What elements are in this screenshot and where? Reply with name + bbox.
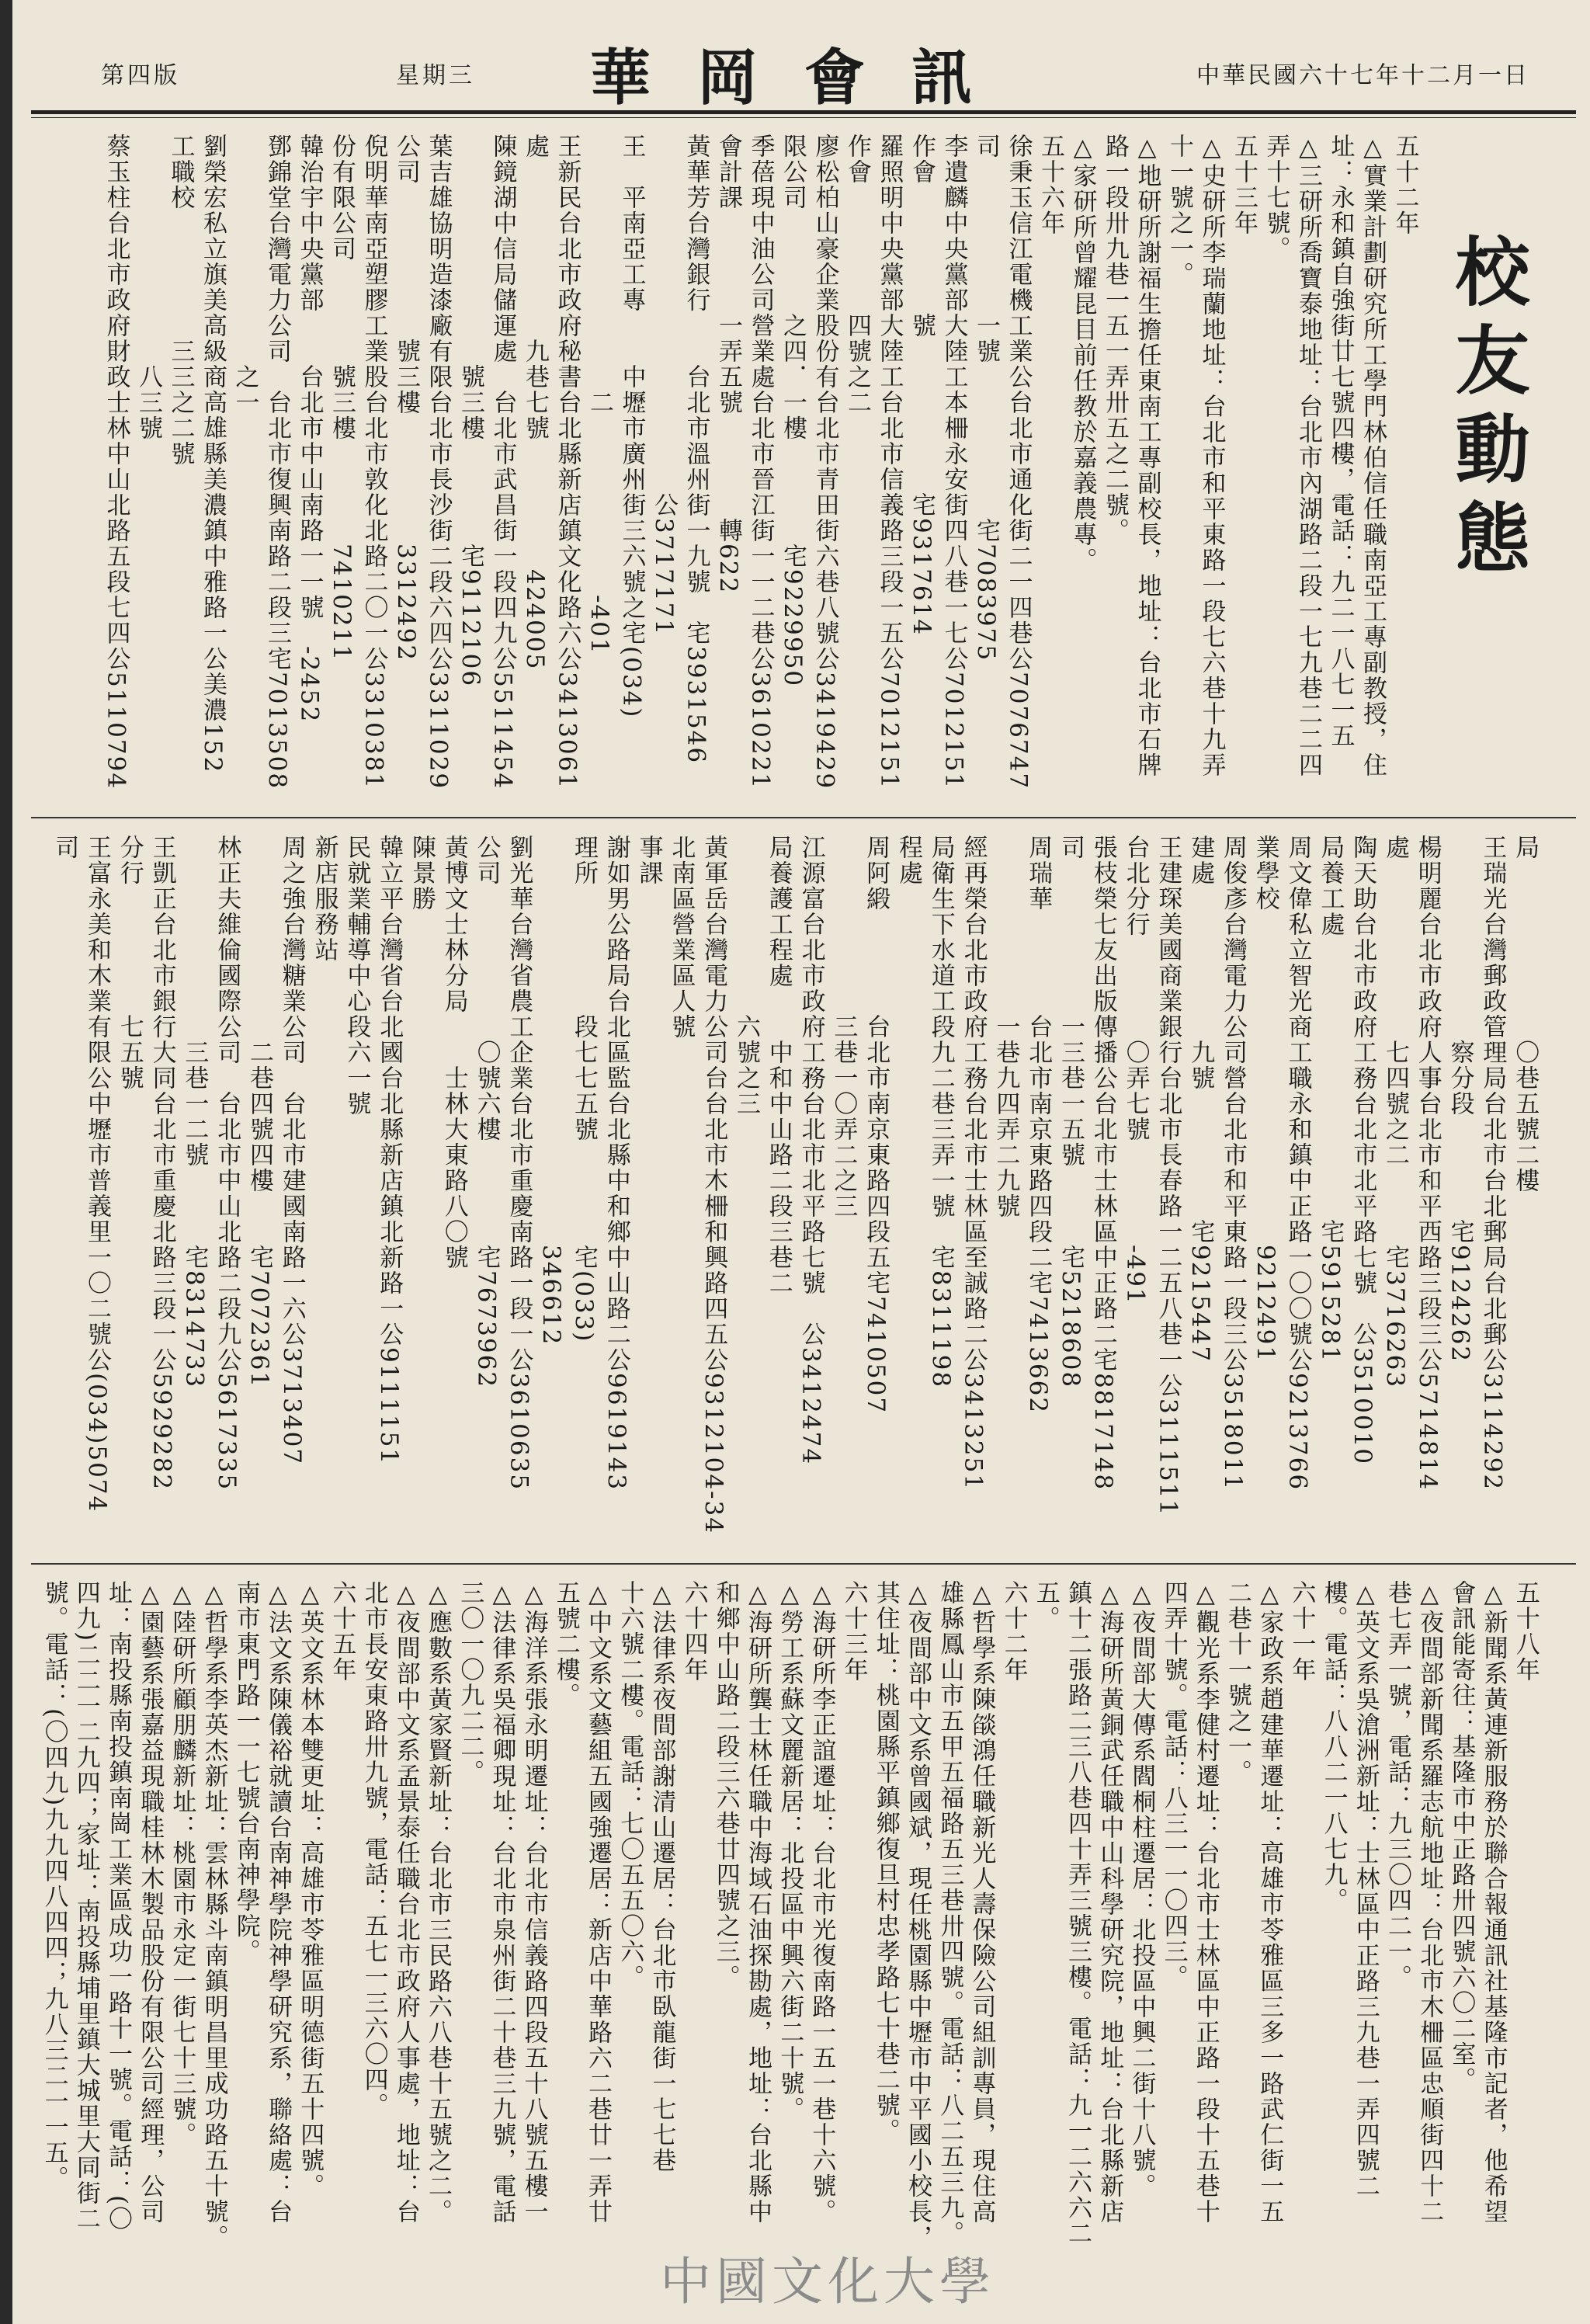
text-column-mid-21: 周阿緞 台北市南京東路四段五宅7410507 (862, 835, 890, 1415)
text-column-mid-34: 黃博文士林分局 士林大東路八〇號 (439, 835, 468, 1270)
text-column-bot-19: 雄縣鳳山市五甲五福路五三巷卅四號。電話：八二五三九。 (936, 1580, 964, 2246)
text-column-top-39: 工職校 三三之二號 (166, 134, 195, 467)
masthead-rule (31, 110, 1576, 114)
text-column-top-38: 劉榮宏私立旗美高級商高雄縣美濃鎮中雅路一公美濃152 (199, 134, 227, 774)
text-column-top-6: 五十三年 (1230, 134, 1258, 236)
text-column-mid-31: 346612 (537, 835, 566, 1346)
text-column-top-16: 作會 號 宅9317614 (908, 134, 936, 637)
text-column-mid-9: 業學校 9212491 (1251, 835, 1279, 1363)
band-divider-1 (31, 817, 1576, 818)
text-column-mid-46: 司 (50, 835, 79, 860)
masthead (31, 25, 1576, 113)
newspaper-title: 華岡會訊 (590, 43, 1019, 113)
text-column-top-37: 之一 (231, 134, 259, 415)
text-column-bot-12: 四弄十號。電話：八三一一〇四三。 (1159, 1580, 1188, 1990)
text-column-top-27: 王新民台北市政府秘書台北縣新店鎮文化路六公3413061 (553, 134, 581, 790)
text-column-bot-30: △中文系文藝組五國強遷居：新店中華路六二巷廿一弄廿 (584, 1580, 612, 2225)
text-column-bot-46: 四九)二二一二九四；家址：南投縣埔里鎮大城里大同街二 (71, 1580, 100, 2232)
text-column-top-12: 五十六年 (1036, 134, 1064, 236)
text-column-bot-27: 六十四年 (679, 1580, 708, 1683)
text-column-bot-35: △應數系黃家賢新址：台北市三民路六八巷十五號之二。 (424, 1580, 452, 2225)
text-column-top-8: 十一號之一。 (1165, 134, 1193, 287)
text-column-bot-43: △陸研所顧朋麟新址：桃園市永定一街七十三號。 (168, 1580, 196, 2148)
text-column-bot-32: △海洋系張永明遷址：台北市信義路四段五十八號五樓一 (519, 1580, 548, 2225)
text-column-bot-38: 六十五年 (328, 1580, 356, 1683)
text-column-mid-5: 處 七四號之二 宅3716263 (1381, 835, 1409, 1389)
text-column-top-31: 葉吉雄協明造漆廠有限台北市長沙街二段六四公3311029 (424, 134, 453, 790)
text-column-bot-45: 址：南投縣南投鎮南崗工業區成功一路十一號。電話：(〇 (104, 1580, 132, 2232)
text-column-mid-23: 江源富台北市政府工務台北市北平路七號 公3412474 (797, 835, 825, 1466)
text-column-mid-41: 林正夫維倫國際公司 台北市中山北路二段九公5617335 (213, 835, 241, 1492)
text-column-bot-25: △海研所龔士林任職中海域石油探勘處，地址：台北縣中 (744, 1580, 772, 2225)
text-column-mid-29: 謝如男公路局台北區監台北縣中和鄉中山路二公9619143 (602, 835, 630, 1492)
text-column-mid-17: 一巷九四弄二九號 (991, 835, 1020, 1219)
text-column-top-26: 二 -401 (585, 134, 613, 655)
text-column-bot-5: 巷七弄一號，電話：九三〇四二一。 (1383, 1580, 1411, 1990)
text-column-mid-4: 楊明麗台北市政府人事台北市和平西路三段三公5714814 (1413, 835, 1442, 1492)
text-column-mid-16: 周瑞華 台北市南京東路四段二宅7413662 (1024, 835, 1053, 1415)
text-column-top-28: 處 九巷七號 424005 (521, 134, 549, 671)
text-column-bot-37: 北市長安東路卅九號，電話：五七一三六〇四。 (359, 1580, 388, 2118)
text-column-mid-35: 陳景勝 (408, 835, 436, 912)
text-column-bot-40: △法文系陳儀裕就讀台南神學院神學研究系，聯絡處：台 (264, 1580, 292, 2225)
text-column-top-29: 陳鏡湖中信局儲運處 台北市武昌街一段四九公5511454 (488, 134, 517, 790)
text-column-bot-2: △新聞系黃連新服務於聯合報通訊社基隆市記者，他希望 (1479, 1580, 1508, 2225)
text-column-top-2: △實業計劃研究所工學門林伯信任職南亞工專副教授，住 (1359, 134, 1387, 778)
text-column-mid-43: 王凱正台北市銀行大同台北市重慶北路三段一公5929282 (148, 835, 176, 1492)
text-column-mid-14: 張枝榮七友出版傳播公台北市士林區中正路二宅8817148 (1088, 835, 1117, 1492)
text-column-bot-15: 鎮十二張路二三八巷四十弄三號三樓。電話：九一二六六二 (1064, 1580, 1092, 2246)
text-column-top-3: 址：永和鎮自強街廿七號四樓，電話：九二一八七一五 (1326, 134, 1355, 749)
text-column-mid-26: 黃軍岳台灣電力公司台台北市木柵和興路四五公9312104-34 (700, 835, 728, 1534)
text-column-bot-1: 五十八年 (1511, 1580, 1540, 1683)
text-column-mid-30: 理所 段七七五號 宅(033) (570, 835, 598, 1343)
text-column-mid-15: 司 一三巷一五號 宅5218608 (1057, 835, 1085, 1389)
text-column-mid-36: 韓立平台灣省台北國台北縣新店鎮北新路一公9111151 (375, 835, 404, 1466)
text-column-mid-2: 王瑞光台灣郵政管理局台北市台北郵局台北郵公3114292 (1478, 835, 1507, 1492)
text-column-top-30: 號三樓 宅9112106 (457, 134, 484, 688)
text-column-bot-41: 南市東門路一一七號台南神學院。 (231, 1580, 260, 1964)
text-column-mid-40: 二巷四號四樓 宅7072361 (245, 835, 273, 1389)
text-column-mid-38: 新店服務站 (310, 835, 338, 963)
text-column-mid-28: 事課 (634, 835, 663, 886)
text-column-bot-16: 五。 (1031, 1580, 1060, 1631)
text-column-bot-23: △海研所李正誼遷址：台北市光復南路一五一巷十六號。 (807, 1580, 836, 2225)
weekday-label: 星期三 (396, 62, 475, 89)
text-column-bot-14: △海研所黃銅武任職中山科學研究院，地址：台北縣新店 (1095, 1580, 1124, 2225)
text-column-mid-18: 經再榮台北市政府工務台北市士林區至誠路二公3413251 (959, 835, 988, 1492)
text-column-bot-33: △法律系吳福卿現址：台北市泉州街二十巷三九號，電話 (488, 1580, 516, 2225)
text-column-bot-3: 會訊能寄往：基隆市中正路卅四號六〇二室。 (1447, 1580, 1476, 2093)
text-column-bot-7: 樓。電話：八八二一八七九。 (1319, 1580, 1348, 1913)
text-column-bot-44: △園藝系張嘉益現職桂林木製品股份有限公司經理，公司 (136, 1580, 165, 2225)
text-column-top-15: 李遺麟中央黨部大陸工本柵永安街四八巷一七公7012151 (939, 134, 968, 790)
text-column-top-23: 黃華芳台灣銀行 台北市溫州街一九號 宅3931546 (682, 134, 710, 765)
text-column-top-41: 蔡玉柱台北市政府財政士林中山北路五段七四公5110794 (102, 134, 130, 790)
masthead-rule-thin (31, 117, 1576, 118)
text-column-top-24: 公3717171 (650, 134, 678, 637)
text-column-mid-22: 三巷一〇弄二之三 (829, 835, 858, 1219)
text-column-top-36: 鄧錦堂台灣電力公司 台北市復興南路二段三宅7013508 (263, 134, 291, 790)
text-column-top-4: △三研所喬寶泰地址：台北市內湖路二段一七九巷二二四 (1294, 134, 1322, 778)
text-column-mid-12: 王建琛美國商業銀行台北市長春路一二五八巷一公3111511 (1154, 835, 1182, 1517)
text-column-mid-3: 察分段 宅9124262 (1446, 835, 1474, 1363)
text-column-top-40: 八三號 (134, 134, 162, 441)
text-column-top-33: 倪明華南亞塑膠工業股台北市敦化北路二〇一公3310381 (359, 134, 388, 790)
text-column-top-1: 五十二年 (1390, 134, 1419, 236)
section-title: 校友動態 (1443, 233, 1531, 587)
text-column-top-34: 份有限公司 號三樓 7410211 (328, 134, 356, 662)
text-column-bot-6: △英文系吳滄洲新址：士林區中正路三九巷一弄四號二 (1351, 1580, 1380, 2199)
text-column-bot-22: 六十三年 (839, 1580, 868, 1683)
text-column-bot-34: 三〇一〇九二二。 (456, 1580, 484, 1785)
text-column-bot-9: △家政系趙建華遷址：高雄市苓雅區三多一路武仁街一五 (1255, 1580, 1284, 2225)
text-column-bot-17: 六十二年 (999, 1580, 1028, 1683)
text-column-bot-39: △英文系林本雙更址：高雄市苓雅區明德街五十四號。 (296, 1580, 325, 2199)
text-column-top-9: △地研所謝福生擔任東南工專副校長，地址：台北市石牌 (1133, 134, 1161, 778)
text-column-top-19: 廖松柏山豪企業股份有台北市青田街六巷八號公3419429 (811, 134, 839, 790)
text-column-bot-31: 五號二樓。 (551, 1580, 580, 1708)
text-column-bot-20: △夜間部中文系曾國斌，現任桃園縣中壢市中平國小校長， (904, 1580, 932, 2250)
text-column-mid-44: 分行 七五號 (115, 835, 144, 1091)
text-column-top-18: 作會 四號之二 (843, 134, 871, 415)
text-column-bot-4: △夜間部新聞系羅志航地址：台北市木柵區忠順街四十二 (1415, 1580, 1444, 2225)
text-column-mid-19: 局衛生下水道工段九二巷三弄一號 宅8311198 (926, 835, 955, 1389)
text-column-top-22: 會計課 一弄五號 轉622 (714, 134, 742, 595)
text-column-bot-28: △法律系夜間部謝清山遷居：台北市臥龍街一七七巷 (647, 1580, 676, 2173)
text-column-mid-24: 局養護工程處 中和中山路二段三巷二 (764, 835, 793, 1296)
text-column-bot-36: △夜間部中文系孟景泰任職台北市政府人事處，地址：台 (391, 1580, 420, 2225)
binding-edge (0, 0, 12, 2324)
text-column-top-7: △史研所李瑞蘭地址：台北市和平東路一段七六巷十九弄 (1197, 134, 1226, 778)
text-column-mid-6: 陶天助台北市政府工務台北市北平路七號 公3510010 (1349, 835, 1377, 1466)
text-column-top-32: 公司 號三樓 3312492 (392, 134, 420, 662)
text-column-bot-13: △夜間部大傳系閻桐柱遷居：北投區中興二街十八號。 (1127, 1580, 1156, 2199)
text-column-mid-7: 局養工處 宅5915281 (1316, 835, 1345, 1363)
text-column-bot-18: △哲學系陳燄鴻任職新光人壽保險公司組訓專員，現住高 (967, 1580, 996, 2225)
text-column-top-35: 韓治宇中央黨部 台北市中山南路一一號 -2452 (295, 134, 324, 724)
text-column-bot-26: 和鄉中山路二段三六巷廿四號之三。 (711, 1580, 740, 1990)
watermark: 中國文化大學 (660, 2252, 995, 2312)
text-column-top-17: 羅照明中央黨部大陸工台北市信義路三段一五公7012151 (875, 134, 904, 790)
text-column-top-13: 徐秉玉信江電機工業公台北市通化街二一四巷公7076747 (1004, 134, 1033, 790)
text-column-top-20: 限公司 之四．一樓 宅9229950 (779, 134, 807, 688)
text-column-mid-32: 劉光華台灣省農工企業台北市重慶南路一段一公3610635 (505, 835, 533, 1492)
text-column-bot-8: 六十一年 (1287, 1580, 1316, 1683)
text-column-top-11: △家研所曾耀昆目前任教於嘉義農專。 (1068, 134, 1097, 573)
text-column-bot-21: 其住址：桃園縣平鎮鄉復旦村忠孝路七十巷二號。 (871, 1580, 900, 2144)
band-divider-2 (31, 1563, 1576, 1565)
text-column-mid-10: 周俊彥台灣電力公司營台北市和平東路一段三公3518011 (1219, 835, 1247, 1492)
text-column-mid-8: 周文偉私立智光商工職永和鎮中正路一〇〇號公9213766 (1283, 835, 1312, 1492)
text-column-mid-13: 台北分行 〇弄七號 -491 (1121, 835, 1150, 1305)
text-column-mid-20: 程處 (894, 835, 922, 886)
text-column-top-10: 路一段卅九巷一五一弄卅五之二號。 (1101, 134, 1129, 544)
text-column-bot-24: △勞工系蘇文麗新居：北投區中興六街二十號。 (776, 1580, 804, 2122)
text-column-top-5: 弄十七號。 (1262, 134, 1290, 262)
text-column-mid-42: 三巷一二號 宅8314733 (180, 835, 209, 1389)
text-column-mid-11: 建處 九號 宅9215447 (1186, 835, 1215, 1363)
text-column-bot-42: △哲學系李英杰新址：雲林縣斗南鎮明昌里成功路五十號。 (200, 1580, 228, 2250)
text-column-top-21: 季蓓現中油公司營業處台北市晉江街一一二巷公3610221 (746, 134, 775, 790)
text-column-mid-1: 局 〇巷五號二樓 (1511, 835, 1540, 1193)
text-column-bot-10: 二巷十一號之一。 (1224, 1580, 1252, 1785)
text-column-mid-39: 周之強台灣糖業公司 台北市建國南路一六公3713407 (277, 835, 306, 1466)
text-column-mid-27: 北南區營業區人號 (667, 835, 696, 1040)
text-column-bot-11: △觀光系李健村遷址：台北市士林區中正路一段十五巷十 (1191, 1580, 1220, 2225)
issue-date: 中華民國六十七年十二月一日 (1196, 62, 1529, 89)
text-column-bot-29: 十六號二樓。電話：七〇五五〇六。 (616, 1580, 644, 1990)
text-column-mid-33: 公司 〇號六樓 宅7673962 (472, 835, 501, 1389)
text-column-bot-47: 號。電話：(〇四九)九九四八四四；九八三二一一五。 (40, 1580, 68, 2192)
edition-label: 第四版 (101, 62, 180, 89)
text-column-top-14: 司 一號 宅7083975 (972, 134, 1000, 662)
text-column-mid-25: 六號之三 (732, 835, 760, 1117)
text-column-mid-37: 民就業輔導中心段六一號 (342, 835, 371, 1117)
text-column-mid-45: 王富永美和木業有限公中壢市普義里一〇二號公(034)5074 (83, 835, 111, 1513)
text-column-top-25: 王 平南亞工專 中壢市廣州街三六號之宅(034) (617, 134, 646, 719)
